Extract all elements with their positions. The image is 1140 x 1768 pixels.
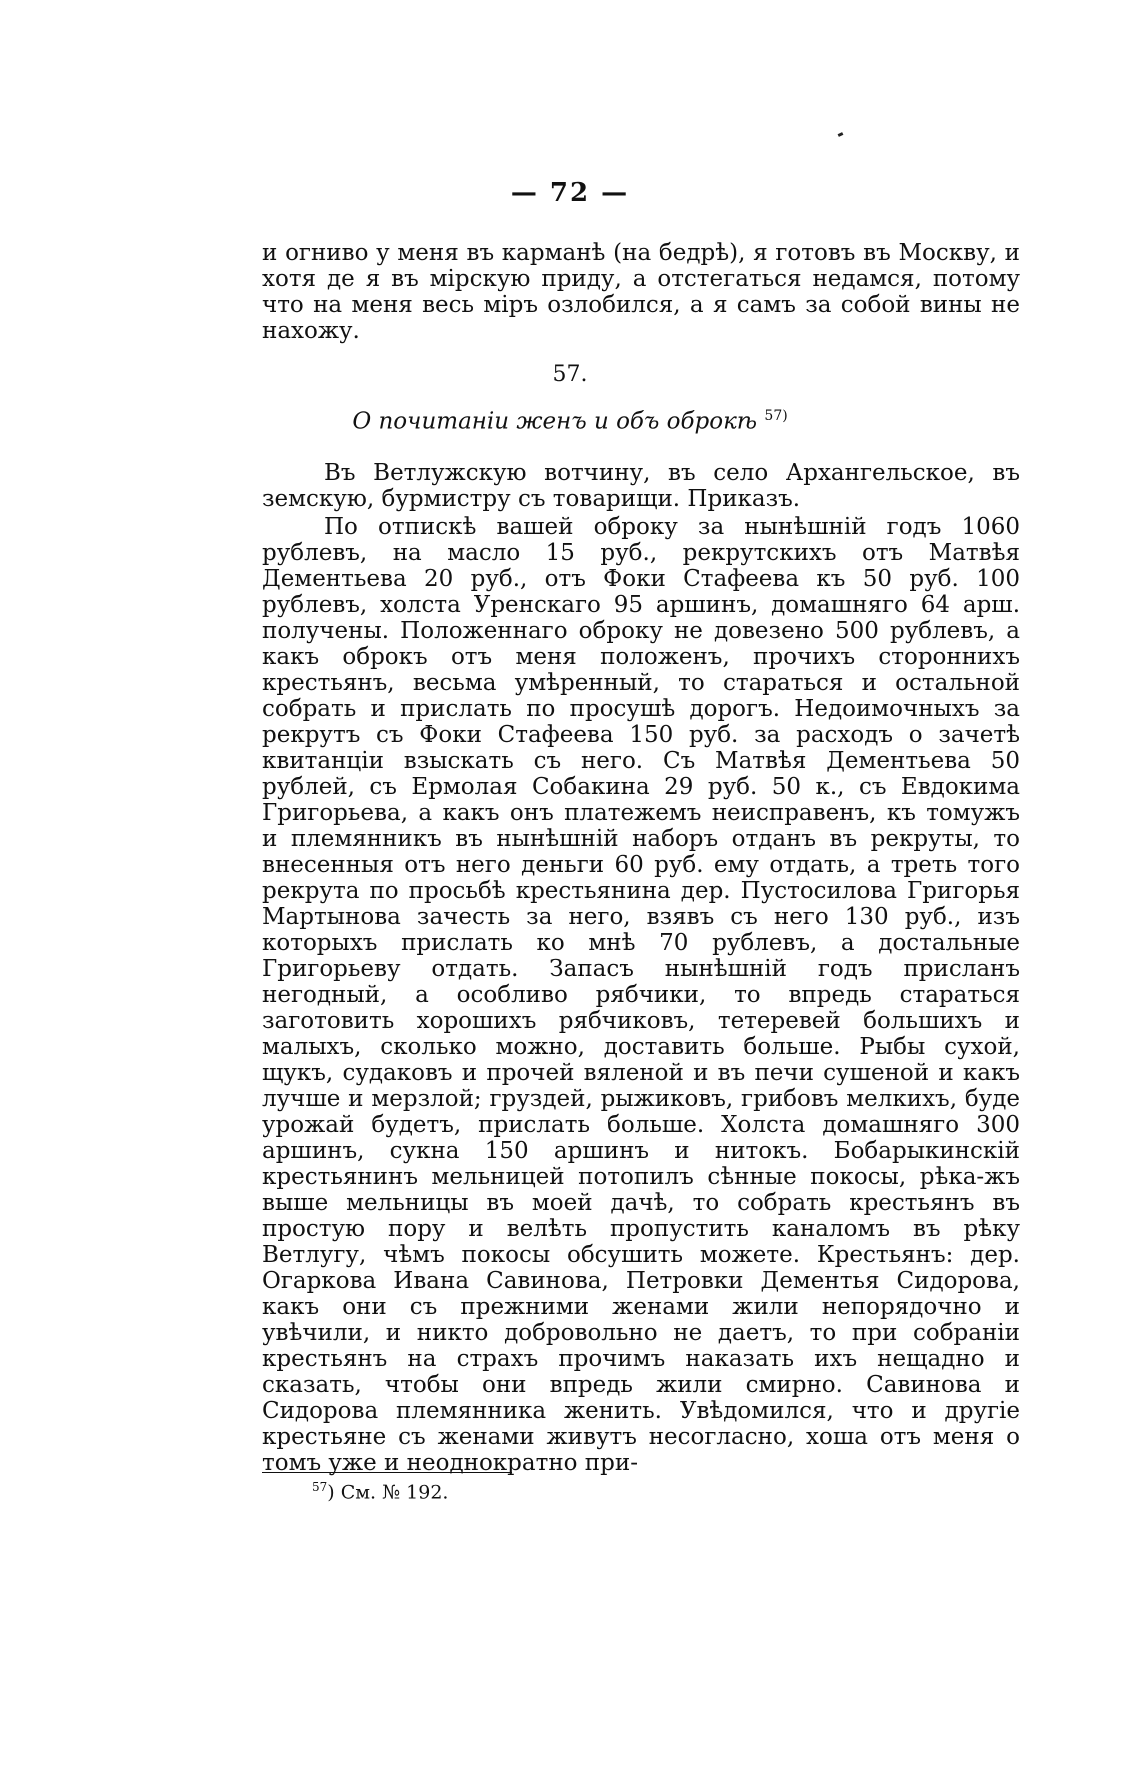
section-title-note-ref: 57) (764, 408, 788, 424)
section-title-text: О почитаніи женъ и объ оброкѣ (352, 408, 758, 435)
footnote-divider (262, 1472, 512, 1473)
page-number: — 72 — (510, 178, 630, 208)
footnote (312, 1480, 448, 1503)
body-paragraph: По отпискѣ вашей оброку за нынѣшній годъ 1060 рублевъ, на масло 15 руб., рекрутскихъ отъ Матвѣя Дементьева 20 руб., отъ Фоки Стафеева къ 50 руб. 100 рублевъ, холста Уренскаго 95 аршинъ, домашняго 64 арш. получены. Положеннаго оброку не довезено 500 рублевъ, а какъ оброкъ отъ меня положенъ, прочихъ стороннихъ крестьянъ, весьма умѣренный, то стараться и остальной собрать и прислать по просушѣ дорогъ. Недоимочныхъ за рекрутъ съ Фоки Стафеева 150 руб. за расходъ о зачетѣ квитанціи взыскать съ него. Съ Матвѣя Дементьева 50 рублей, съ Ермолая Собакина 29 руб. 50 к., съ Евдокима Григорьева, а какъ онъ платежемъ неисправенъ, къ томужъ и племянникъ въ нынѣшній наборъ отданъ въ рекруты, то внесенныя отъ него деньги 60 руб. ему отдать, а треть того рекрута по просьбѣ крестьянина дер. Пустосилова Григорья Мартынова зачесть за него, взявъ съ него 130 руб., изъ которыхъ прислать ко мнѣ 70 рублевъ, а достальные Григорьеву отдать. Запасъ нынѣшній годъ присланъ негодный, а особливо рябчики, то впредь стараться заготовить хорошихъ рябчиковъ, тетеревей большихъ и малыхъ, сколько можно, доставить больше. Рыбы сухой, щукъ, судаковъ и прочей вяленой и въ печи сушеной и какъ лучше и мерзлой; груздей, рыжиковъ, грибовъ мелкихъ, буде урожай будетъ, прислать больше. Холста домашняго 300 аршинъ, сукна 150 аршинъ и нитокъ. Бобарыкинскій крестьянинъ мельницей потопилъ сѣнные покосы, рѣка-жъ выше мельницы въ моей дачѣ, то собрать крестьянъ въ простую пору и велѣть пропустить каналомъ въ рѣку Ветлугу, чѣмъ покосы обсушить можете. Крестьянъ: дер. Огаркова Ивана Савинова, Петровки Дементья Сидорова, какъ они съ прежними женами жили непорядочно и увѣчили, и никто добровольно не даетъ, то при собраніи крестьянъ на страхъ прочимъ наказать ихъ нещадно и сказать, чтобы они впредь жили смирно. Савинова и Сидорова племянника женить. Увѣдомился, что и другіе крестьяне съ женами живутъ несогласно, хоша отъ меня о томъ уже и неоднократно при- (262, 514, 1020, 1476)
continuation-paragraph: и огниво у меня въ карманѣ (на бедрѣ), я готовъ въ Москву, и хотя де я въ мірскую приду, а отстегаться недамся, потому что на меня весь міръ озлобился, а я самъ за собой вины не нахожу. (262, 240, 1020, 344)
section-title (0, 408, 1140, 435)
footnote-marker: 57 (312, 1480, 328, 1494)
section-number: 57. (552, 362, 588, 387)
address-paragraph: Въ Ветлужскую вотчину, въ село Архангельское, въ земскую, бурмистру съ товарищи. Приказъ. (262, 460, 1020, 512)
print-speck (838, 132, 844, 137)
footnote-text: ) См. № 192. (327, 1481, 449, 1504)
